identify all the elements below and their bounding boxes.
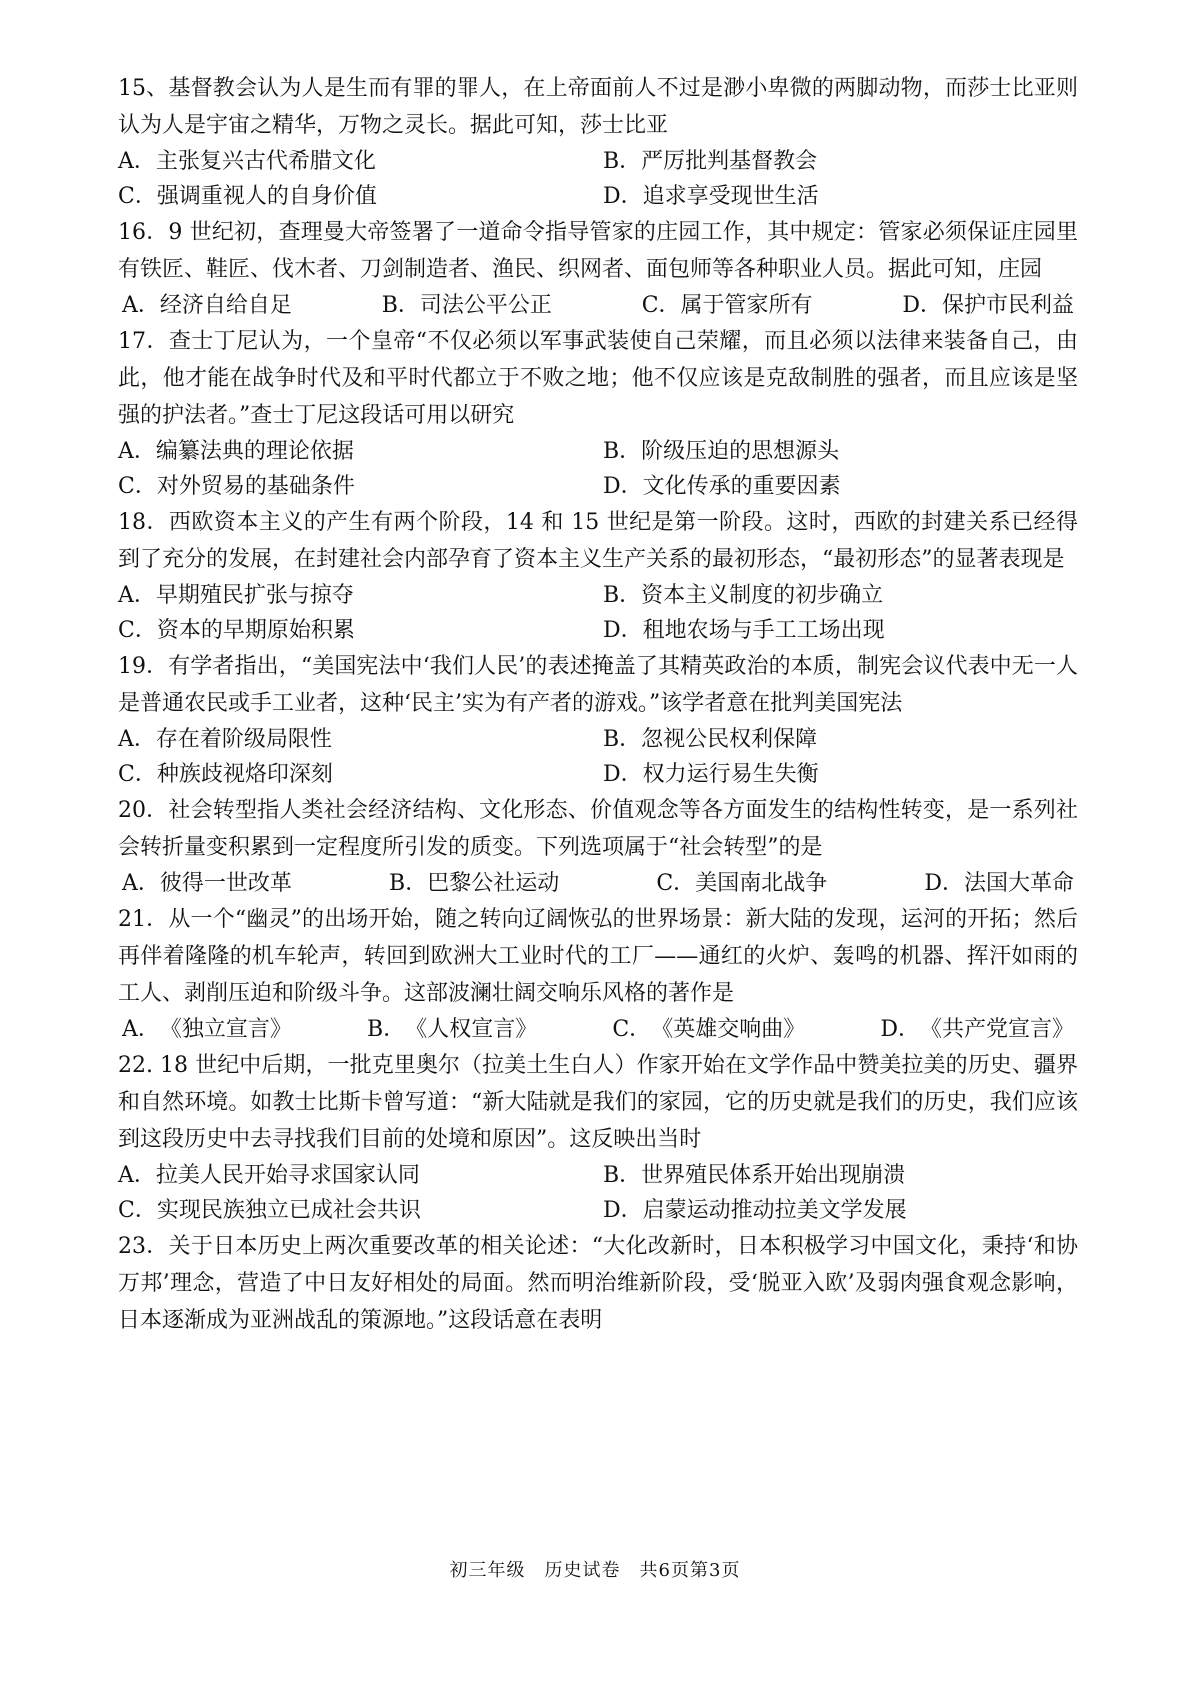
option-letter: B． — [367, 1017, 406, 1042]
option-letter: C． — [118, 184, 157, 209]
option-text: 司法公平公正 — [419, 293, 552, 318]
question-stem: 20．社会转型指人类社会经济结构、文化形态、价值观念等各方面发生的结构性转变，是一系列社会转折量变积累到一定程度所引发的质变。下列选项属于“社会转型”的是 — [118, 798, 1078, 860]
option-a — [122, 866, 292, 901]
option-text: 早期殖民扩张与掠夺 — [155, 583, 354, 608]
option-letter: C． — [118, 474, 157, 499]
option-b — [598, 578, 1078, 613]
option-text: 强调重视人的自身价值 — [156, 184, 377, 209]
option-d — [598, 613, 1078, 648]
option-b — [598, 722, 1078, 757]
option-letter: B． — [389, 871, 428, 896]
option-text: 《人权宣言》 — [405, 1017, 538, 1042]
option-letter: B． — [603, 439, 642, 464]
option-a — [122, 288, 292, 323]
option-letter: A． — [118, 1163, 156, 1188]
option-letter: B． — [603, 149, 642, 174]
option-text: 保护市民利益 — [941, 293, 1074, 318]
option-text: 存在着阶级局限性 — [155, 727, 332, 752]
option-text: 主张复兴古代希腊文化 — [155, 149, 376, 174]
option-letter: C． — [612, 1017, 652, 1042]
option-letter: A． — [122, 293, 160, 318]
option-text: 属于管家所有 — [680, 293, 813, 318]
option-letter: A． — [118, 439, 156, 464]
option-b — [382, 288, 552, 323]
option-b — [598, 434, 1078, 469]
option-text: 资本的早期原始积累 — [156, 618, 355, 643]
option-text: 严厉批判基督教会 — [641, 149, 818, 174]
question-stem: 19．有学者指出，“美国宪法中‘我们人民’的表述掩盖了其精英政治的本质，制宪会议代表中无一人是普通农民或手工业者，这种‘民主’实为有产者的游戏。”该学者意在批判美国宪法 — [118, 654, 1078, 716]
option-text: 追求享受现世生活 — [642, 184, 819, 209]
option-letter: D． — [924, 871, 964, 896]
option-list — [118, 866, 1078, 901]
option-text: 种族歧视烙印深刻 — [156, 762, 333, 787]
option-letter: D． — [603, 762, 643, 787]
option-letter: D． — [880, 1017, 920, 1042]
option-c — [118, 469, 598, 504]
option-a — [122, 1012, 292, 1047]
option-c — [612, 1012, 805, 1047]
option-list — [118, 434, 1078, 504]
option-c — [656, 866, 827, 901]
option-letter: B． — [603, 1163, 642, 1188]
question-stem: 17．查士丁尼认为，一个皇帝“不仅必须以军事武装使自己荣耀，而且必须以法律来装备自己，由此，他才能在战争时代及和平时代都立于不败之地；他不仅应该是克敌制胜的强者，而且应该是坚强的护法者。”查士丁尼这段话可用以研究 — [118, 329, 1078, 428]
option-d — [598, 179, 1078, 214]
option-b — [389, 866, 559, 901]
option-a — [118, 144, 598, 179]
question-stem: 15、基督教会认为人是生而有罪的罪人，在上帝面前人不过是渺小卑微的两脚动物，而莎士比亚则认为人是宇宙之精华，万物之灵长。据此可知，莎士比亚 — [118, 76, 1078, 138]
option-text: 对外贸易的基础条件 — [156, 474, 355, 499]
option-a — [118, 434, 598, 469]
question-16 — [118, 214, 1078, 323]
option-c — [118, 757, 598, 792]
question-21 — [118, 901, 1078, 1047]
question-stem: 21．从一个“幽灵”的出场开始，随之转向辽阔恢弘的世界场景：新大陆的发现，运河的开拓；然后再伴着隆隆的机车轮声，转回到欧洲大工业时代的工厂——通红的火炉、轰鸣的机器、挥汗如雨的工人、剥削压迫和阶级斗争。这部波澜壮阔交响乐风格的著作是 — [118, 907, 1078, 1006]
option-text: 世界殖民体系开始出现崩溃 — [641, 1163, 906, 1188]
question-stem: 23．关于日本历史上两次重要改革的相关论述：“大化改新时，日本积极学习中国文化，秉持‘和协万邦’理念，营造了中日友好相处的局面。然而明治维新阶段，受‘脱亚入欧’及弱肉强食观念影响，日本逐渐成为亚洲战乱的策源地。”这段话意在表明 — [118, 1234, 1078, 1333]
option-text: 巴黎公社运动 — [427, 871, 560, 896]
option-letter: B． — [603, 583, 642, 608]
option-c — [118, 613, 598, 648]
question-19 — [118, 648, 1078, 792]
question-list — [118, 70, 1078, 1339]
option-text: 文化传承的重要因素 — [642, 474, 841, 499]
option-list — [118, 722, 1078, 792]
option-text: 《英雄交响曲》 — [651, 1017, 806, 1042]
option-text: 实现民族独立已成社会共识 — [156, 1198, 421, 1223]
option-letter: C． — [656, 871, 696, 896]
option-text: 《共产党宣言》 — [919, 1017, 1074, 1042]
option-list — [118, 144, 1078, 214]
option-d — [924, 866, 1074, 901]
option-d — [598, 469, 1078, 504]
option-list — [118, 578, 1078, 648]
option-letter: A． — [118, 727, 156, 752]
option-text: 资本主义制度的初步确立 — [641, 583, 884, 608]
question-20 — [118, 792, 1078, 901]
page-footer: 初三年级 历史试卷 共6页第3页 — [449, 1560, 741, 1581]
question-18 — [118, 504, 1078, 648]
option-text: 权力运行易生失衡 — [642, 762, 819, 787]
option-c — [118, 179, 598, 214]
option-c — [642, 288, 813, 323]
option-text: 经济自给自足 — [159, 293, 292, 318]
option-a — [118, 578, 598, 613]
question-stem: 16．9 世纪初，查理曼大帝签署了一道命令指导管家的庄园工作，其中规定：管家必须保证庄园里有铁匠、鞋匠、伐木者、刀剑制造者、渔民、织网者、面包师等各种职业人员。据此可知，庄园 — [118, 220, 1078, 282]
option-b — [367, 1012, 537, 1047]
option-text: 忽视公民权利保障 — [641, 727, 818, 752]
option-letter: D． — [902, 293, 942, 318]
option-letter: B． — [381, 293, 420, 318]
option-text: 美国南北战争 — [695, 871, 828, 896]
option-d — [880, 1012, 1074, 1047]
option-letter: D． — [603, 618, 643, 643]
option-letter: D． — [603, 474, 643, 499]
option-text: 彼得一世改革 — [159, 871, 292, 896]
option-letter: A． — [118, 583, 156, 608]
option-d — [598, 757, 1078, 792]
option-letter: A． — [122, 871, 160, 896]
option-a — [118, 722, 598, 757]
option-text: 《独立宣言》 — [159, 1017, 292, 1042]
option-text: 法国大革命 — [963, 871, 1074, 896]
option-letter: D． — [603, 184, 643, 209]
question-23 — [118, 1228, 1078, 1339]
option-letter: A． — [122, 1017, 160, 1042]
option-letter: C． — [118, 762, 157, 787]
option-list — [118, 288, 1078, 323]
question-17 — [118, 323, 1078, 504]
option-c — [118, 1193, 598, 1228]
option-b — [598, 1158, 1078, 1193]
option-b — [598, 144, 1078, 179]
option-d — [902, 288, 1074, 323]
option-letter: A． — [118, 149, 156, 174]
option-letter: B． — [603, 727, 642, 752]
question-stem: 18．西欧资本主义的产生有两个阶段，14 和 15 世纪是第一阶段。这时，西欧的封建关系已经得到了充分的发展，在封建社会内部孕育了资本主义生产关系的最初形态，“最初形态”的显著表现是 — [118, 510, 1078, 572]
question-22 — [118, 1047, 1078, 1228]
option-text: 租地农场与手工工场出现 — [642, 618, 885, 643]
option-letter: C． — [641, 293, 681, 318]
option-text: 阶级压迫的思想源头 — [641, 439, 840, 464]
option-a — [118, 1158, 598, 1193]
option-list — [118, 1158, 1078, 1228]
option-letter: D． — [603, 1198, 643, 1223]
option-letter: C． — [118, 618, 157, 643]
option-text: 拉美人民开始寻求国家认同 — [155, 1163, 420, 1188]
option-d — [598, 1193, 1078, 1228]
option-text: 编纂法典的理论依据 — [155, 439, 354, 464]
option-text: 启蒙运动推动拉美文学发展 — [642, 1198, 907, 1223]
question-15 — [118, 70, 1078, 214]
question-stem: 22. 18 世纪中后期，一批克里奥尔（拉美土生白人）作家开始在文学作品中赞美拉美的历史、疆界和自然环境。如教士比斯卡曾写道：“新大陆就是我们的家园，它的历史就是我们的历史，我们应该到这段历史中去寻找我们目前的处境和原因”。这反映出当时 — [118, 1053, 1078, 1152]
option-list — [118, 1012, 1078, 1047]
option-letter: C． — [118, 1198, 157, 1223]
